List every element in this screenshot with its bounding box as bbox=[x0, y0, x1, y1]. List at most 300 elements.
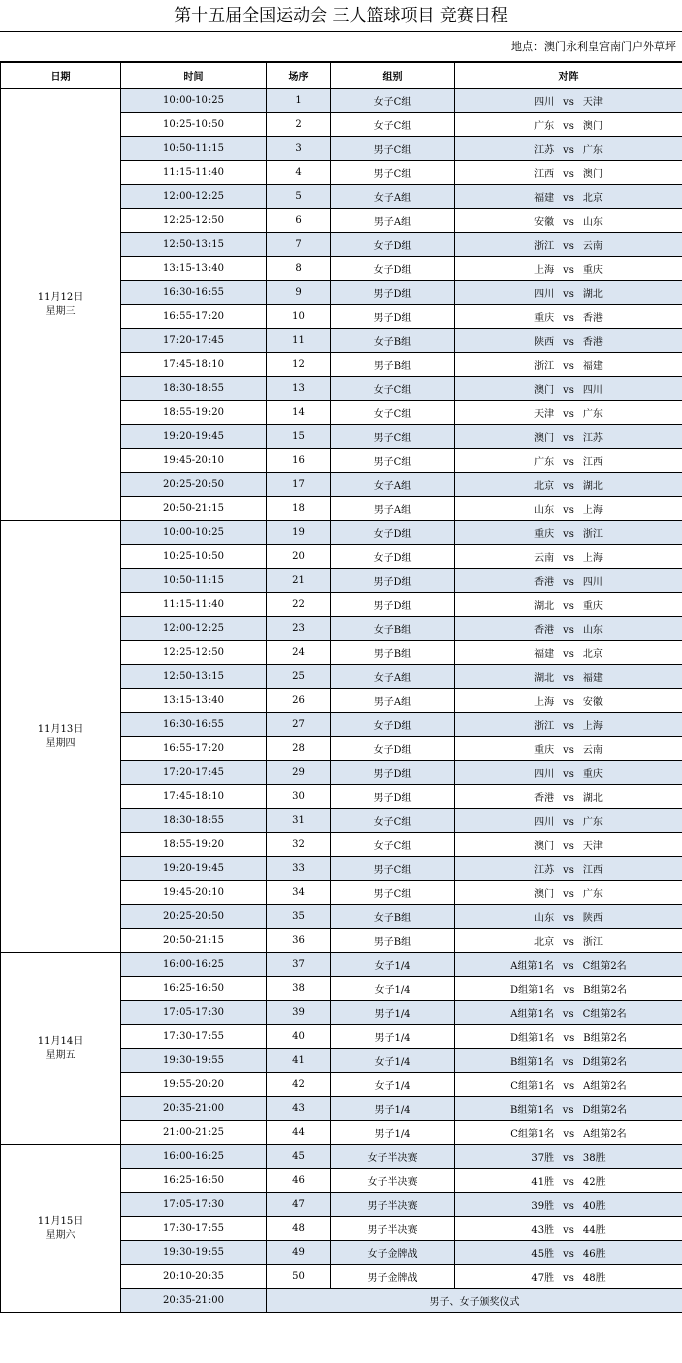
schedule-body bbox=[1, 89, 682, 1313]
match-number-cell: 12 bbox=[267, 353, 331, 377]
team-b: 四川 bbox=[582, 385, 603, 396]
match-number-cell: 19 bbox=[267, 521, 331, 545]
matchup-cell bbox=[455, 833, 682, 857]
team-a: 澳门 bbox=[534, 889, 555, 900]
vs-label: vs bbox=[563, 289, 574, 300]
group-cell: 女子1/4 bbox=[331, 1049, 455, 1073]
team-b: 北京 bbox=[582, 649, 603, 660]
time-cell: 12:00-12:25 bbox=[121, 617, 267, 641]
group-cell: 男子C组 bbox=[331, 449, 455, 473]
matchup-cell bbox=[455, 665, 682, 689]
header-row bbox=[1, 63, 682, 89]
team-a: 江苏 bbox=[534, 145, 555, 156]
team-b: 广东 bbox=[582, 145, 603, 156]
group-cell: 女子1/4 bbox=[331, 977, 455, 1001]
time-cell: 17:30-17:55 bbox=[121, 1025, 267, 1049]
time-cell: 16:55-17:20 bbox=[121, 737, 267, 761]
group-cell: 男子C组 bbox=[331, 137, 455, 161]
group-cell: 男子1/4 bbox=[331, 1097, 455, 1121]
time-cell: 10:25-10:50 bbox=[121, 113, 267, 137]
day-cell bbox=[1, 953, 121, 1145]
time-cell: 10:50-11:15 bbox=[121, 569, 267, 593]
vs-label: vs bbox=[563, 433, 574, 444]
vs-label: vs bbox=[563, 145, 574, 156]
group-cell: 女子半决赛 bbox=[331, 1145, 455, 1169]
group-cell: 男子D组 bbox=[331, 785, 455, 809]
header-date: 日期 bbox=[1, 63, 121, 89]
vs-label: vs bbox=[563, 121, 574, 132]
time-cell: 16:30-16:55 bbox=[121, 281, 267, 305]
team-b: 安徽 bbox=[582, 697, 603, 708]
time-cell: 19:55-20:20 bbox=[121, 1073, 267, 1097]
team-b: 福建 bbox=[582, 361, 603, 372]
group-cell: 男子A组 bbox=[331, 209, 455, 233]
group-cell: 女子B组 bbox=[331, 329, 455, 353]
match-number-cell: 29 bbox=[267, 761, 331, 785]
time-cell: 10:50-11:15 bbox=[121, 137, 267, 161]
team-a: C组第1名 bbox=[510, 1081, 555, 1092]
match-number-cell: 36 bbox=[267, 929, 331, 953]
header-number: 场序 bbox=[267, 63, 331, 89]
vs-label: vs bbox=[563, 865, 574, 876]
group-cell: 女子D组 bbox=[331, 233, 455, 257]
time-cell: 18:30-18:55 bbox=[121, 377, 267, 401]
vs-label: vs bbox=[563, 337, 574, 348]
group-cell: 男子B组 bbox=[331, 353, 455, 377]
matchup-cell bbox=[455, 425, 682, 449]
match-number-cell: 24 bbox=[267, 641, 331, 665]
vs-label: vs bbox=[563, 1081, 575, 1092]
time-cell: 19:20-19:45 bbox=[121, 425, 267, 449]
matchup-cell bbox=[455, 545, 682, 569]
vs-label: vs bbox=[563, 721, 574, 732]
matchup-cell bbox=[455, 1241, 682, 1265]
team-b: D组第2名 bbox=[582, 1105, 627, 1116]
team-a: 四川 bbox=[534, 97, 555, 108]
team-b: 澳门 bbox=[582, 121, 603, 132]
group-cell: 女子1/4 bbox=[331, 953, 455, 977]
vs-label: vs bbox=[563, 889, 574, 900]
venue-line: 地点：澳门永利皇宫南门户外草坪 bbox=[0, 32, 682, 62]
ceremony-cell: 男子、女子颁奖仪式 bbox=[267, 1289, 682, 1313]
match-number-cell: 7 bbox=[267, 233, 331, 257]
match-number-cell: 2 bbox=[267, 113, 331, 137]
vs-label: vs bbox=[563, 361, 574, 372]
matchup-cell bbox=[455, 521, 682, 545]
matchup-cell bbox=[455, 161, 682, 185]
team-a: 北京 bbox=[534, 481, 555, 492]
team-a: 重庆 bbox=[534, 745, 555, 756]
team-a: D组第1名 bbox=[510, 985, 555, 996]
time-cell: 20:50-21:15 bbox=[121, 929, 267, 953]
matchup-cell bbox=[455, 401, 682, 425]
match-number-cell: 13 bbox=[267, 377, 331, 401]
group-cell: 男子B组 bbox=[331, 929, 455, 953]
time-cell: 18:55-19:20 bbox=[121, 833, 267, 857]
vs-label: vs bbox=[563, 1273, 574, 1284]
team-a: 福建 bbox=[534, 193, 555, 204]
matchup-cell bbox=[455, 89, 682, 113]
match-number-cell: 21 bbox=[267, 569, 331, 593]
team-a: 澳门 bbox=[534, 841, 555, 852]
time-cell: 19:45-20:10 bbox=[121, 881, 267, 905]
time-cell: 17:30-17:55 bbox=[121, 1217, 267, 1241]
time-cell: 16:30-16:55 bbox=[121, 713, 267, 737]
team-a: 四川 bbox=[534, 817, 555, 828]
time-cell: 17:45-18:10 bbox=[121, 785, 267, 809]
team-a: A组第1名 bbox=[510, 961, 554, 972]
matchup-cell bbox=[455, 977, 682, 1001]
match-number-cell: 30 bbox=[267, 785, 331, 809]
team-b: C组第2名 bbox=[582, 961, 627, 972]
team-a: A组第1名 bbox=[510, 1009, 554, 1020]
team-b: 湖北 bbox=[582, 289, 603, 300]
match-number-cell: 45 bbox=[267, 1145, 331, 1169]
time-cell: 16:55-17:20 bbox=[121, 305, 267, 329]
vs-label: vs bbox=[562, 1009, 574, 1020]
team-b: A组第2名 bbox=[583, 1081, 627, 1092]
time-cell: 17:05-17:30 bbox=[121, 1193, 267, 1217]
group-cell: 女子半决赛 bbox=[331, 1169, 455, 1193]
matchup-cell bbox=[455, 953, 682, 977]
match-number-cell: 41 bbox=[267, 1049, 331, 1073]
match-number-cell: 40 bbox=[267, 1025, 331, 1049]
vs-label: vs bbox=[563, 769, 574, 780]
team-a: B组第1名 bbox=[510, 1105, 554, 1116]
matchup-cell bbox=[455, 497, 682, 521]
team-a: 安徽 bbox=[534, 217, 555, 228]
match-number-cell: 6 bbox=[267, 209, 331, 233]
team-b: 42胜 bbox=[582, 1177, 606, 1188]
team-b: 浙江 bbox=[582, 937, 603, 948]
vs-label: vs bbox=[563, 937, 574, 948]
group-cell: 女子C组 bbox=[331, 809, 455, 833]
time-cell: 17:20-17:45 bbox=[121, 329, 267, 353]
vs-label: vs bbox=[563, 529, 574, 540]
team-a: 香港 bbox=[534, 625, 555, 636]
vs-label: vs bbox=[563, 697, 574, 708]
group-cell: 男子金牌战 bbox=[331, 1265, 455, 1289]
team-a: 浙江 bbox=[534, 361, 555, 372]
match-number-cell: 8 bbox=[267, 257, 331, 281]
group-cell: 男子D组 bbox=[331, 569, 455, 593]
matchup-cell bbox=[455, 569, 682, 593]
header-group: 组别 bbox=[331, 63, 455, 89]
team-a: 浙江 bbox=[534, 241, 555, 252]
vs-label: vs bbox=[563, 409, 574, 420]
day-date: 11月15日 bbox=[37, 1215, 84, 1227]
match-number-cell: 25 bbox=[267, 665, 331, 689]
team-b: 山东 bbox=[582, 625, 603, 636]
team-a: 江苏 bbox=[534, 865, 555, 876]
vs-label: vs bbox=[563, 313, 574, 324]
team-b: 湖北 bbox=[582, 793, 603, 804]
time-cell: 20:25-20:50 bbox=[121, 905, 267, 929]
team-a: 澳门 bbox=[534, 433, 555, 444]
time-cell: 20:35-21:00 bbox=[121, 1097, 267, 1121]
team-b: 香港 bbox=[582, 337, 603, 348]
team-b: 陕西 bbox=[582, 913, 603, 924]
team-a: 澳门 bbox=[534, 385, 555, 396]
vs-label: vs bbox=[563, 241, 574, 252]
team-a: 45胜 bbox=[531, 1249, 555, 1260]
match-number-cell: 42 bbox=[267, 1073, 331, 1097]
group-cell: 男子1/4 bbox=[331, 1001, 455, 1025]
time-cell: 16:00-16:25 bbox=[121, 1145, 267, 1169]
team-b: 上海 bbox=[582, 721, 603, 732]
matchup-cell bbox=[455, 641, 682, 665]
match-number-cell: 38 bbox=[267, 977, 331, 1001]
vs-label: vs bbox=[563, 745, 574, 756]
team-b: 江西 bbox=[582, 457, 603, 468]
matchup-cell bbox=[455, 305, 682, 329]
day-cell bbox=[1, 89, 121, 521]
matchup-cell bbox=[455, 1001, 682, 1025]
team-a: 41胜 bbox=[531, 1177, 555, 1188]
time-cell: 10:00-10:25 bbox=[121, 89, 267, 113]
time-cell: 20:25-20:50 bbox=[121, 473, 267, 497]
vs-label: vs bbox=[563, 385, 574, 396]
group-cell: 男子D组 bbox=[331, 305, 455, 329]
group-cell: 女子1/4 bbox=[331, 1073, 455, 1097]
team-a: 39胜 bbox=[531, 1201, 555, 1212]
matchup-cell bbox=[455, 449, 682, 473]
matchup-cell bbox=[455, 593, 682, 617]
day-weekday: 星期五 bbox=[45, 1049, 76, 1061]
team-b: 重庆 bbox=[582, 601, 603, 612]
match-number-cell: 9 bbox=[267, 281, 331, 305]
vs-label: vs bbox=[563, 793, 574, 804]
team-b: 38胜 bbox=[582, 1153, 606, 1164]
match-number-cell: 22 bbox=[267, 593, 331, 617]
team-b: 广东 bbox=[582, 817, 603, 828]
vs-label: vs bbox=[563, 577, 574, 588]
match-number-cell: 3 bbox=[267, 137, 331, 161]
vs-label: vs bbox=[563, 1249, 574, 1260]
match-number-cell: 14 bbox=[267, 401, 331, 425]
match-number-cell: 46 bbox=[267, 1169, 331, 1193]
time-cell: 17:20-17:45 bbox=[121, 761, 267, 785]
team-a: 香港 bbox=[534, 793, 555, 804]
time-cell: 21:00-21:25 bbox=[121, 1121, 267, 1145]
team-b: 上海 bbox=[582, 505, 603, 516]
vs-label: vs bbox=[563, 649, 574, 660]
group-cell: 男子半决赛 bbox=[331, 1193, 455, 1217]
group-cell: 女子C组 bbox=[331, 89, 455, 113]
team-b: 云南 bbox=[582, 241, 603, 252]
match-number-cell: 17 bbox=[267, 473, 331, 497]
day-cell bbox=[1, 1145, 121, 1313]
group-cell: 女子D组 bbox=[331, 521, 455, 545]
matchup-cell bbox=[455, 281, 682, 305]
page-title: 第十五届全国运动会 三人篮球项目 竞赛日程 bbox=[0, 0, 682, 32]
team-b: 湖北 bbox=[582, 481, 603, 492]
team-a: 四川 bbox=[534, 769, 555, 780]
vs-label: vs bbox=[563, 1129, 575, 1140]
time-cell: 19:45-20:10 bbox=[121, 449, 267, 473]
team-a: D组第1名 bbox=[510, 1033, 555, 1044]
schedule-row bbox=[1, 521, 682, 545]
time-cell: 18:30-18:55 bbox=[121, 809, 267, 833]
group-cell: 男子C组 bbox=[331, 881, 455, 905]
vs-label: vs bbox=[563, 817, 574, 828]
match-number-cell: 23 bbox=[267, 617, 331, 641]
match-number-cell: 43 bbox=[267, 1097, 331, 1121]
day-weekday: 星期六 bbox=[45, 1229, 76, 1241]
match-number-cell: 1 bbox=[267, 89, 331, 113]
vs-label: vs bbox=[563, 265, 574, 276]
team-a: 广东 bbox=[534, 457, 555, 468]
day-weekday: 星期四 bbox=[45, 737, 76, 749]
match-number-cell: 47 bbox=[267, 1193, 331, 1217]
time-cell: 19:30-19:55 bbox=[121, 1049, 267, 1073]
match-number-cell: 5 bbox=[267, 185, 331, 209]
matchup-cell bbox=[455, 137, 682, 161]
vs-label: vs bbox=[563, 505, 574, 516]
vs-label: vs bbox=[562, 1057, 574, 1068]
group-cell: 女子B组 bbox=[331, 617, 455, 641]
group-cell: 男子A组 bbox=[331, 497, 455, 521]
team-b: 北京 bbox=[582, 193, 603, 204]
vs-label: vs bbox=[563, 913, 574, 924]
matchup-cell bbox=[455, 377, 682, 401]
team-b: 重庆 bbox=[582, 265, 603, 276]
team-a: 37胜 bbox=[531, 1153, 555, 1164]
vs-label: vs bbox=[563, 601, 574, 612]
team-a: 47胜 bbox=[531, 1273, 555, 1284]
vs-label: vs bbox=[563, 1177, 574, 1188]
group-cell: 男子D组 bbox=[331, 593, 455, 617]
team-b: 福建 bbox=[582, 673, 603, 684]
matchup-cell bbox=[455, 881, 682, 905]
group-cell: 女子A组 bbox=[331, 473, 455, 497]
time-cell: 10:25-10:50 bbox=[121, 545, 267, 569]
time-cell: 12:00-12:25 bbox=[121, 185, 267, 209]
group-cell: 女子D组 bbox=[331, 713, 455, 737]
matchup-cell bbox=[455, 209, 682, 233]
group-cell: 男子C组 bbox=[331, 857, 455, 881]
vs-label: vs bbox=[563, 1201, 574, 1212]
team-b: 46胜 bbox=[582, 1249, 606, 1260]
match-number-cell: 33 bbox=[267, 857, 331, 881]
matchup-cell bbox=[455, 1193, 682, 1217]
time-cell: 16:00-16:25 bbox=[121, 953, 267, 977]
matchup-cell bbox=[455, 233, 682, 257]
time-cell: 18:55-19:20 bbox=[121, 401, 267, 425]
matchup-cell bbox=[455, 809, 682, 833]
matchup-cell bbox=[455, 185, 682, 209]
time-cell: 12:25-12:50 bbox=[121, 641, 267, 665]
match-number-cell: 44 bbox=[267, 1121, 331, 1145]
match-number-cell: 35 bbox=[267, 905, 331, 929]
matchup-cell bbox=[455, 473, 682, 497]
matchup-cell bbox=[455, 113, 682, 137]
schedule-row bbox=[1, 953, 682, 977]
match-number-cell: 27 bbox=[267, 713, 331, 737]
match-number-cell: 10 bbox=[267, 305, 331, 329]
match-number-cell: 28 bbox=[267, 737, 331, 761]
matchup-cell bbox=[455, 713, 682, 737]
group-cell: 男子C组 bbox=[331, 161, 455, 185]
time-cell: 17:05-17:30 bbox=[121, 1001, 267, 1025]
group-cell: 女子A组 bbox=[331, 185, 455, 209]
match-number-cell: 15 bbox=[267, 425, 331, 449]
matchup-cell bbox=[455, 857, 682, 881]
vs-label: vs bbox=[563, 1225, 574, 1236]
matchup-cell bbox=[455, 329, 682, 353]
matchup-cell bbox=[455, 1073, 682, 1097]
team-a: B组第1名 bbox=[510, 1057, 554, 1068]
time-cell: 13:15-13:40 bbox=[121, 257, 267, 281]
vs-label: vs bbox=[563, 841, 574, 852]
matchup-cell bbox=[455, 737, 682, 761]
match-number-cell: 48 bbox=[267, 1217, 331, 1241]
time-cell: 19:20-19:45 bbox=[121, 857, 267, 881]
match-number-cell: 50 bbox=[267, 1265, 331, 1289]
team-a: 43胜 bbox=[531, 1225, 555, 1236]
group-cell: 男子B组 bbox=[331, 641, 455, 665]
vs-label: vs bbox=[563, 481, 574, 492]
time-cell: 16:25-16:50 bbox=[121, 977, 267, 1001]
group-cell: 女子D组 bbox=[331, 545, 455, 569]
team-a: 上海 bbox=[534, 697, 555, 708]
team-b: 天津 bbox=[582, 97, 603, 108]
matchup-cell bbox=[455, 353, 682, 377]
team-a: 湖北 bbox=[534, 601, 555, 612]
group-cell: 女子C组 bbox=[331, 401, 455, 425]
team-a: 上海 bbox=[534, 265, 555, 276]
matchup-cell bbox=[455, 1265, 682, 1289]
matchup-cell bbox=[455, 1097, 682, 1121]
team-b: 浙江 bbox=[582, 529, 603, 540]
time-cell: 10:00-10:25 bbox=[121, 521, 267, 545]
team-b: C组第2名 bbox=[582, 1009, 627, 1020]
vs-label: vs bbox=[562, 1105, 574, 1116]
vs-label: vs bbox=[563, 1033, 575, 1044]
vs-label: vs bbox=[562, 961, 574, 972]
team-a: 广东 bbox=[534, 121, 555, 132]
team-b: 澳门 bbox=[582, 169, 603, 180]
team-b: B组第2名 bbox=[583, 1033, 627, 1044]
team-a: 香港 bbox=[534, 577, 555, 588]
match-number-cell: 20 bbox=[267, 545, 331, 569]
team-b: 香港 bbox=[582, 313, 603, 324]
vs-label: vs bbox=[563, 985, 575, 996]
time-cell: 12:25-12:50 bbox=[121, 209, 267, 233]
matchup-cell bbox=[455, 1121, 682, 1145]
matchup-cell bbox=[455, 1217, 682, 1241]
team-b: B组第2名 bbox=[583, 985, 627, 996]
match-number-cell: 39 bbox=[267, 1001, 331, 1025]
matchup-cell bbox=[455, 905, 682, 929]
day-cell bbox=[1, 521, 121, 953]
matchup-cell bbox=[455, 761, 682, 785]
team-a: 福建 bbox=[534, 649, 555, 660]
match-number-cell: 18 bbox=[267, 497, 331, 521]
vs-label: vs bbox=[563, 1153, 574, 1164]
match-number-cell: 11 bbox=[267, 329, 331, 353]
time-cell: 11:15-11:40 bbox=[121, 593, 267, 617]
team-a: 天津 bbox=[534, 409, 555, 420]
group-cell: 男子1/4 bbox=[331, 1121, 455, 1145]
group-cell: 男子A组 bbox=[331, 689, 455, 713]
team-a: 江西 bbox=[534, 169, 555, 180]
match-number-cell: 34 bbox=[267, 881, 331, 905]
team-b: A组第2名 bbox=[583, 1129, 627, 1140]
match-number-cell: 4 bbox=[267, 161, 331, 185]
matchup-cell bbox=[455, 785, 682, 809]
group-cell: 男子半决赛 bbox=[331, 1217, 455, 1241]
